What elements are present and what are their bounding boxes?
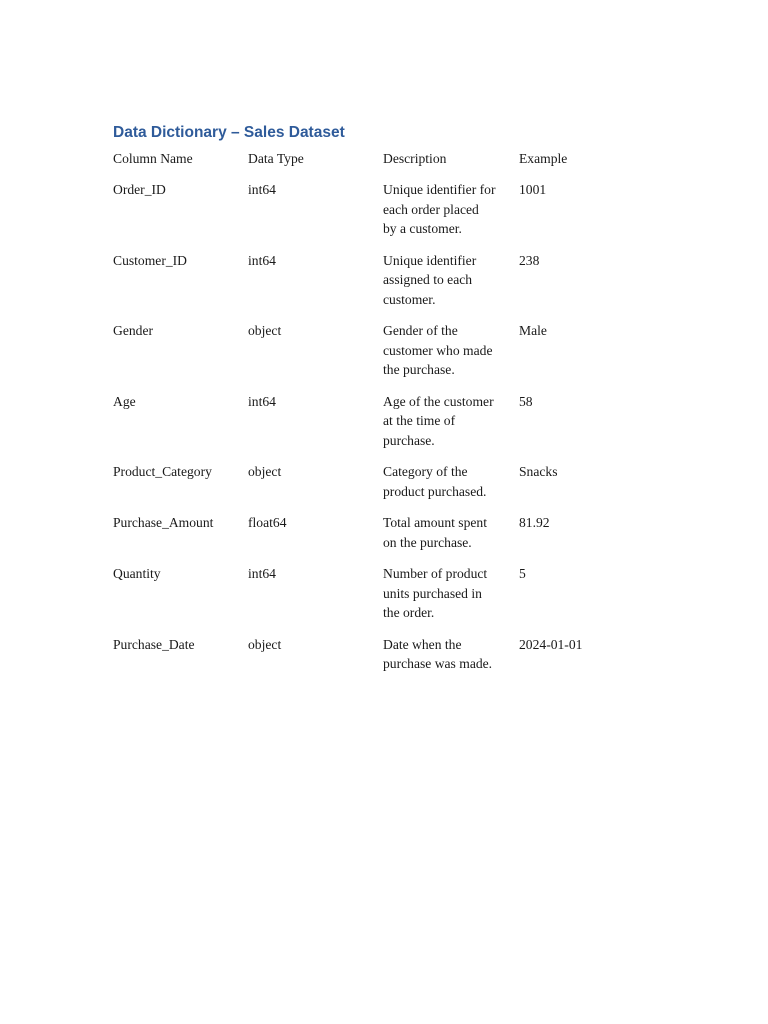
cell-description [383, 392, 519, 451]
table-row [113, 635, 633, 686]
cell-description [383, 180, 519, 239]
cell-example: 81.92 [519, 515, 550, 530]
cell-data-type: int64 [248, 182, 276, 197]
cell-example: 58 [519, 393, 533, 409]
table-row [113, 462, 633, 513]
description-line: assigned to each [383, 272, 473, 287]
cell-column-name: Age [113, 393, 136, 409]
description-line: at the time of [383, 413, 456, 428]
description-line: Unique identifier for [383, 182, 496, 197]
description-line: the order. [383, 605, 435, 620]
description-line: customer. [383, 291, 436, 307]
description-line: Age of the customer [383, 393, 494, 409]
table-row [113, 321, 633, 392]
data-dictionary-table [113, 149, 633, 686]
table-row [113, 251, 633, 322]
cell-data-type: float64 [248, 515, 287, 530]
table-row [113, 180, 633, 251]
header-example: Example [519, 151, 568, 166]
cell-column-name: Customer_ID [113, 252, 188, 268]
header-column-name: Column Name [113, 151, 193, 166]
cell-data-type: int64 [248, 566, 276, 581]
header-data-type: Data Type [248, 151, 304, 166]
cell-example: 1001 [519, 182, 547, 197]
cell-description [383, 321, 519, 380]
description-line: on the purchase. [383, 534, 472, 550]
description-line: Total amount spent [383, 515, 488, 530]
cell-column-name: Purchase_Amount [113, 515, 214, 530]
cell-column-name: Quantity [113, 566, 161, 581]
cell-example: Male [519, 323, 547, 338]
cell-example: 238 [519, 252, 540, 268]
description-line: product purchased. [383, 483, 487, 499]
description-line: purchase. [383, 432, 435, 448]
cell-description [383, 462, 519, 501]
table-header-row [113, 149, 633, 180]
cell-example: Snacks [519, 464, 558, 479]
description-line: Gender of the [383, 323, 458, 338]
cell-example: 5 [519, 566, 526, 581]
cell-data-type: object [248, 323, 282, 338]
table-row [113, 392, 633, 463]
cell-column-name: Purchase_Date [113, 636, 195, 652]
description-line: Number of product [383, 566, 488, 581]
table-body [113, 180, 633, 686]
cell-column-name: Gender [113, 323, 154, 338]
description-line: by a customer. [383, 221, 462, 236]
description-line: customer who made [383, 342, 493, 358]
cell-data-type: int64 [248, 252, 276, 268]
table-row [113, 564, 633, 635]
description-line: Date when the [383, 636, 462, 652]
description-line: Category of the [383, 464, 468, 479]
header-description: Description [383, 151, 447, 166]
cell-data-type: int64 [248, 393, 276, 409]
description-line: the purchase. [383, 362, 455, 377]
cell-description [383, 564, 519, 623]
cell-column-name: Product_Category [113, 464, 212, 479]
cell-description [383, 635, 519, 674]
cell-description [383, 513, 519, 552]
cell-example: 2024-01-01 [519, 636, 583, 652]
description-line: Unique identifier [383, 252, 477, 268]
cell-data-type: object [248, 636, 282, 652]
description-line: each order placed [383, 201, 479, 217]
cell-description [383, 251, 519, 310]
cell-data-type: object [248, 464, 282, 479]
table-row [113, 513, 633, 564]
description-line: units purchased in [383, 585, 482, 601]
description-line: purchase was made. [383, 656, 493, 671]
cell-column-name: Order_ID [113, 182, 166, 197]
document-title: Data Dictionary – Sales Dataset [113, 124, 345, 141]
